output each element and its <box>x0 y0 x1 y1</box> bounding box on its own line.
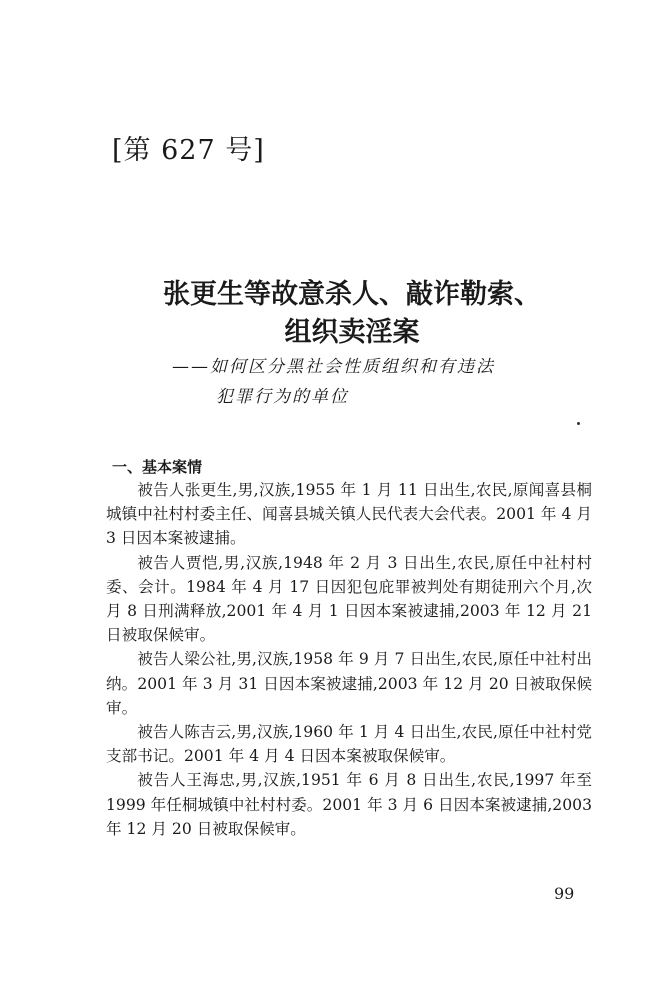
case-title-line-1: 张更生等故意杀人、敲诈勒索、 <box>163 279 541 310</box>
page-number: 99 <box>554 884 575 903</box>
paragraph-defendant-jia: 被告人贾恺,男,汉族,1948 年 2 月 3 日出生,农民,原任中社村村委、会计。1984 年 4 月 17 日因犯包庇罪被判处有期徒刑六个月,次月 8 日刑满释放,2001 年 4 月 1 日因本案被逮捕,2003 年 12 月 21 日被取保候审。 <box>106 553 592 645</box>
case-title-line-2: 组织卖淫案 <box>284 317 420 348</box>
subtitle-line-1: ——如何区分黑社会性质组织和有违法 <box>172 357 495 377</box>
paragraph-defendant-chen: 被告人陈吉云,男,汉族,1960 年 1 月 4 日出生,农民,原任中社村党支部书记。2001 年 4 月 4 日因本案被取保候审。 <box>106 723 592 766</box>
paragraph-defendant-wang: 被告人王海忠,男,汉族,1951 年 6 月 8 日出生,农民,1997 年至 1999 年任桐城镇中社村村委。2001 年 3 月 6 日因本案被逮捕,2003 年 12 月 20 日被取保候审。 <box>106 771 592 838</box>
scan-speck <box>577 422 580 425</box>
subtitle-line-2: 犯罪行为的单位 <box>216 387 349 407</box>
case-number: [第 627 号] <box>112 135 265 166</box>
paragraph-defendant-liang: 被告人梁公社,男,汉族,1958 年 9 月 7 日出生,农民,原任中社村出纳。2001 年 3 月 31 日因本案被逮捕,2003 年 12 月 20 日被取保候审。 <box>106 650 592 717</box>
case-facts-body <box>106 478 592 841</box>
section-heading: 一、基本案情 <box>112 458 203 476</box>
paragraph-defendant-zhang: 被告人张更生,男,汉族,1955 年 1 月 11 日出生,农民,原闻喜县桐城镇中社村村委主任、闻喜县城关镇人民代表大会代表。2001 年 4 月 3 日因本案被逮捕。 <box>106 481 592 548</box>
